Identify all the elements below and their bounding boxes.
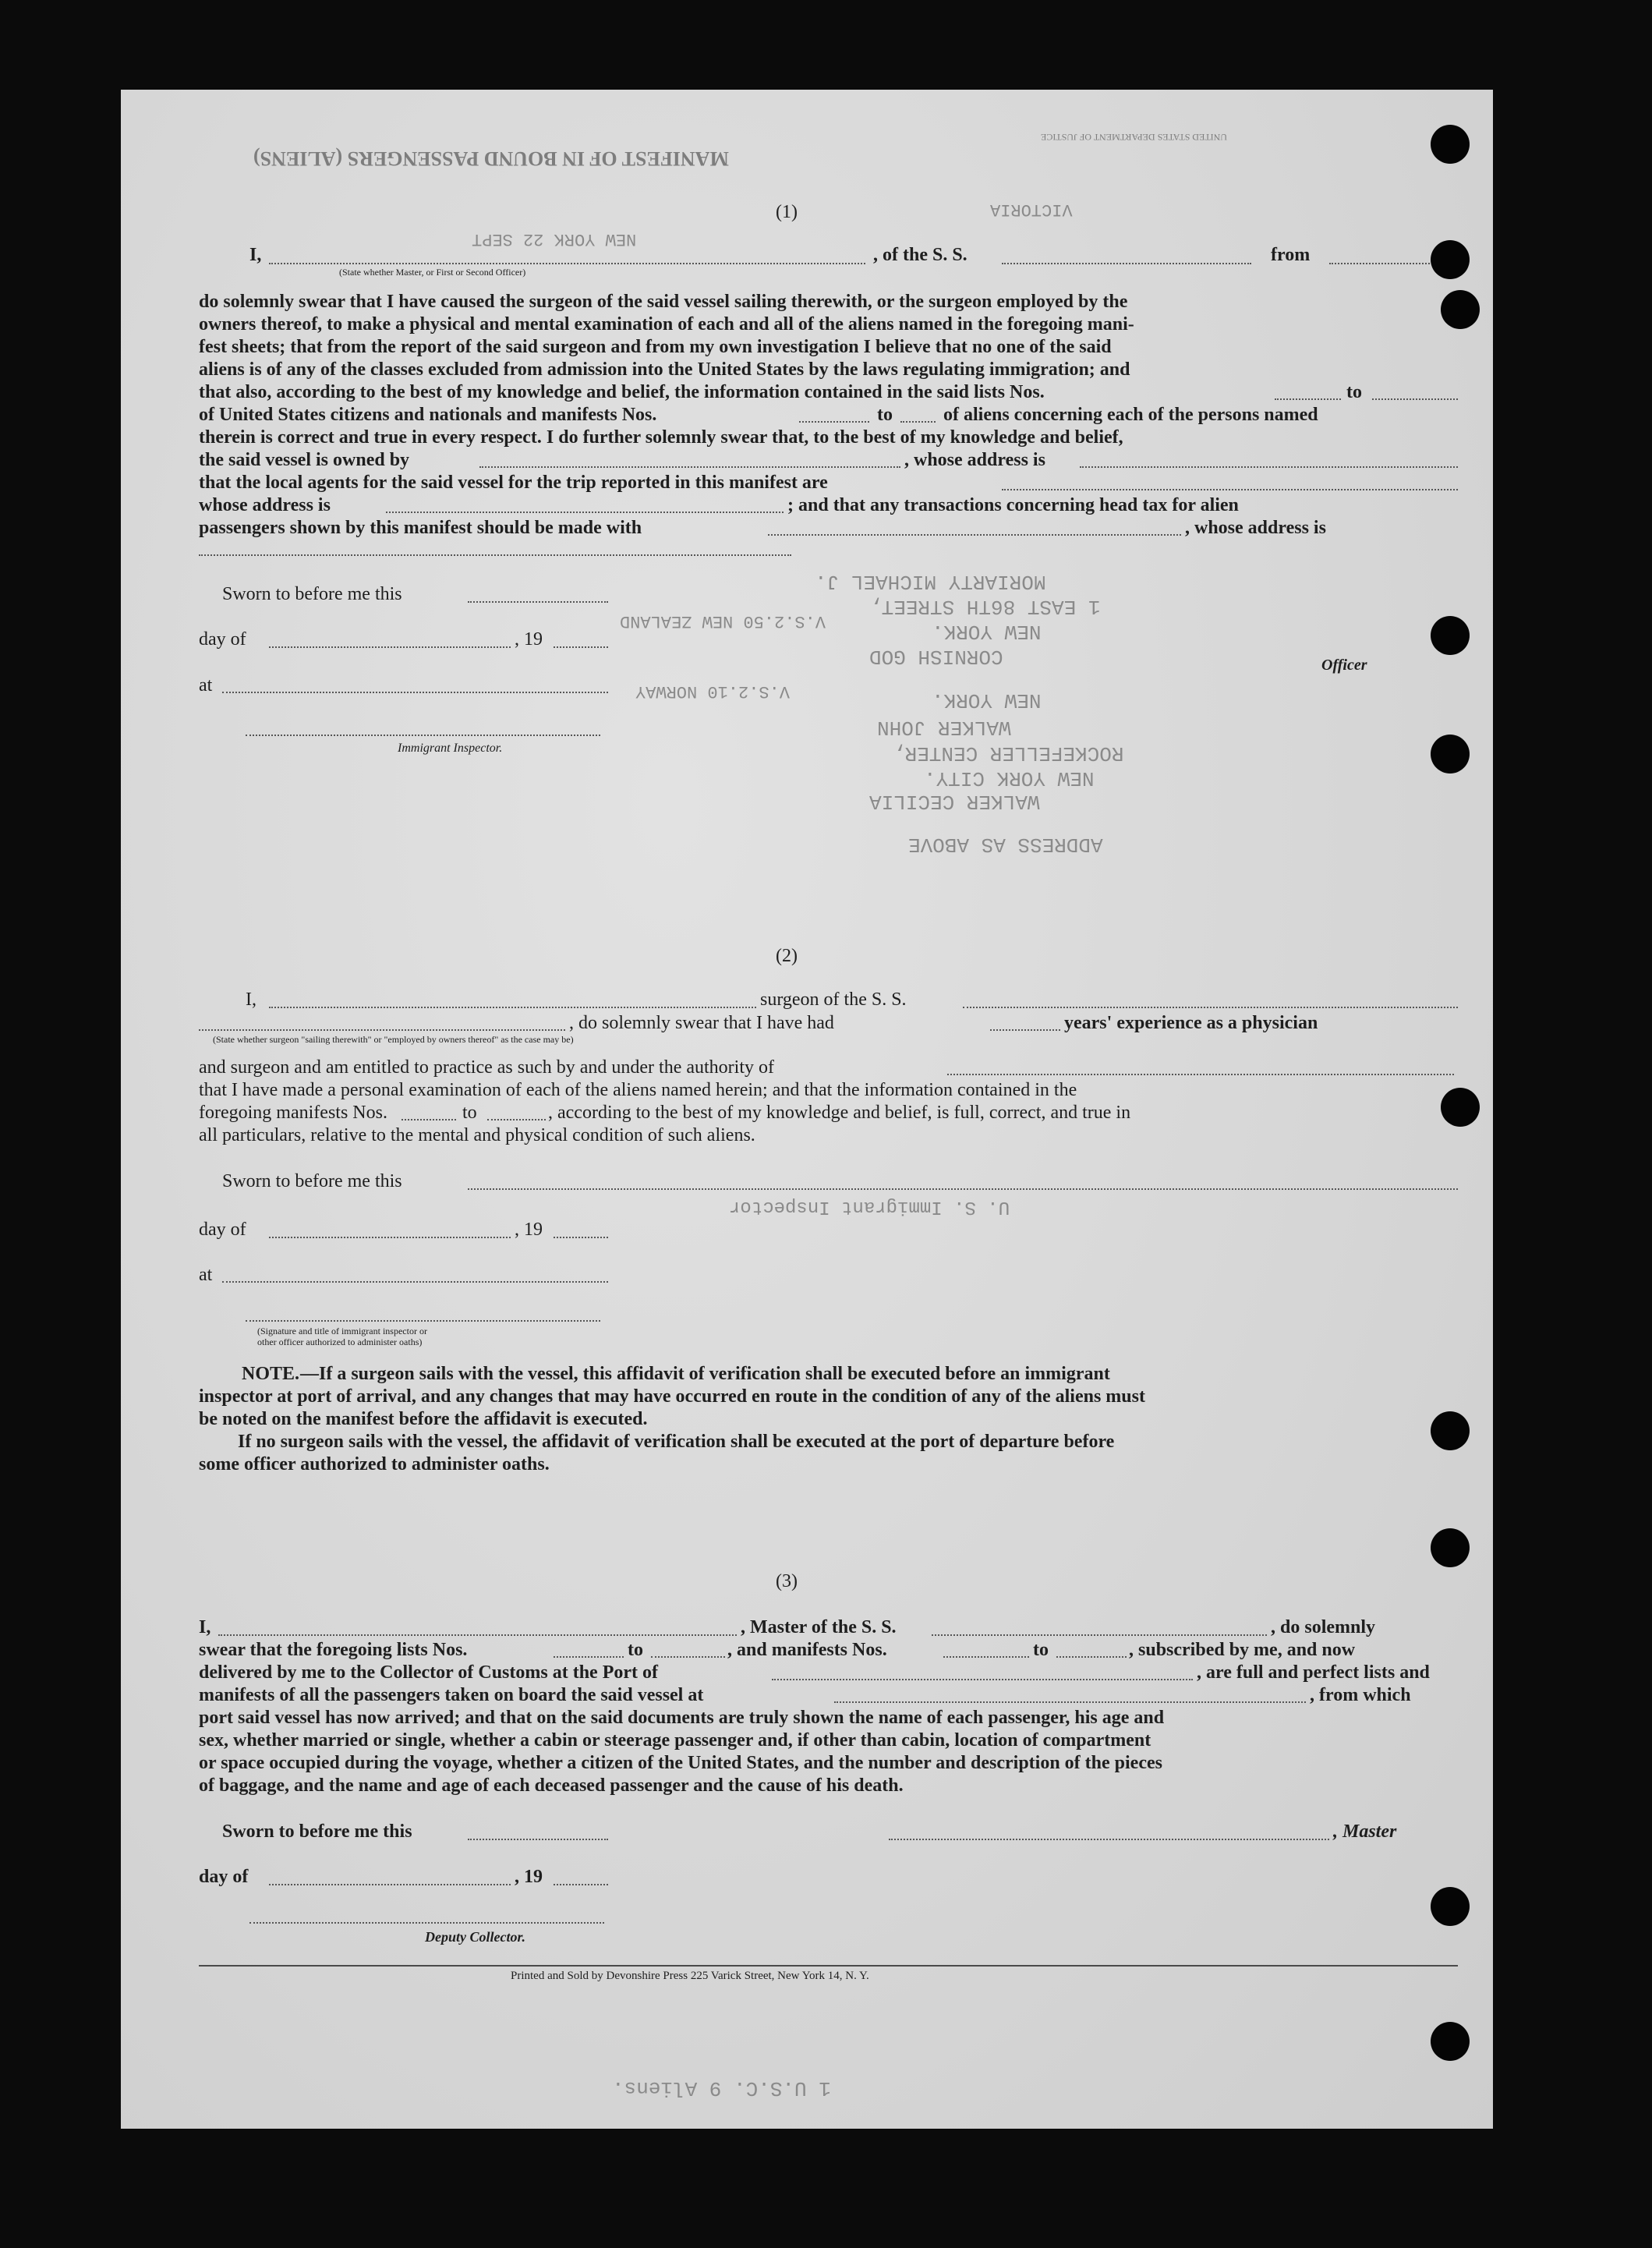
note-line-5: some officer authorized to administer oaths. (199, 1454, 550, 1474)
ghost-date: NEW YORK 22 SEPT (472, 229, 637, 249)
s1-sworn-label: Sworn to before me this (222, 584, 402, 604)
s3-line-2: delivered by me to the Collector of Customs at the Port of (199, 1662, 658, 1683)
s1-text-line-11b: , whose address is (1185, 518, 1326, 538)
s2-surgeon-label: surgeon of the S. S. (760, 989, 907, 1010)
s3-line-3b: , from which (1310, 1685, 1411, 1705)
s3-embark-line (834, 1701, 1306, 1703)
s3-nineteen: , 19 (515, 1867, 543, 1887)
s1-sworn-line (468, 601, 608, 603)
note-line-3: be noted on the manifest before the affidavit is executed. (199, 1409, 648, 1429)
bleed-line-12: V.S.2.10 NORWAY (635, 681, 791, 701)
punch-hole (1431, 616, 1470, 655)
s2-ship-line (963, 1007, 1458, 1008)
s1-manifest-from-line (799, 421, 869, 423)
bleed-line-1: MORIARTY MICHAEL J. (815, 570, 1046, 593)
s3-port-line (772, 1679, 1193, 1680)
bleed-line-10: ADDRESS AS ABOVE (908, 833, 1103, 856)
s2-surgeon-name-line (269, 1007, 756, 1008)
s2-authority-line (947, 1074, 1454, 1075)
bleed-line-2: 1 EAST 86TH STREET, (869, 595, 1101, 618)
s3-year-line (554, 1884, 608, 1885)
bleed-line-13: U. S. Immigrant Inspector (729, 1196, 1010, 1217)
s1-text-line-8b: , whose address is (904, 450, 1045, 470)
s3-line-7: of baggage, and the name and age of each deceased passenger and the cause of his death. (199, 1775, 904, 1796)
s1-agents-address-line (386, 512, 784, 513)
bleed-line-6: WALKER JOHN (877, 716, 1011, 739)
s1-text-line-11: passengers shown by this manifest should be made with (199, 518, 642, 538)
s3-master-sig: , Master (1333, 1821, 1397, 1842)
bleed-line-3: NEW YORK. (932, 620, 1042, 643)
bleed-line-11: V.S.2.50 NEW ZEALAND (620, 611, 826, 631)
s3-manifests-to-line (1056, 1656, 1127, 1658)
s1-ss-label: , of the S. S. (873, 245, 967, 265)
note-line-1: —If a surgeon sails with the vessel, this affidavit of verification shall be executed before an immigrant (300, 1364, 1110, 1384)
s2-sig-line (246, 1320, 600, 1322)
s3-solemnly: , do solemnly (1271, 1617, 1376, 1637)
s1-owner-line (479, 466, 900, 468)
bleed-line-7: ROCKEFELLER CENTER, (893, 742, 1124, 765)
s3-line-6: or space occupied during the voyage, whether a citizen of the United States, and the number and description of the pieces (199, 1753, 1162, 1773)
s3-line-2b: , are full and perfect lists and (1197, 1662, 1430, 1683)
s1-ship-line (1002, 263, 1251, 264)
s2-line-2: that I have made a personal examination of each of the aliens named herein; and that the information contained in the (199, 1080, 1077, 1100)
s1-i-label: I, (249, 245, 262, 265)
s1-inspector-sig-line (246, 735, 600, 736)
note-line-4: If no surgeon sails with the vessel, the affidavit of verification shall be executed at the port of departure before (238, 1432, 1115, 1452)
printer-credit: Printed and Sold by Devonshire Press 225 Varick Street, New York 14, N. Y. (511, 1970, 869, 1982)
s2-sig-caption-1: (Signature and title of immigrant inspector or (257, 1326, 427, 1336)
s1-year-line (554, 646, 608, 648)
s2-swear: , do solemnly swear that I have had (569, 1013, 834, 1033)
s2-sworn-line (468, 1188, 1458, 1190)
section-1-number: (1) (776, 202, 798, 222)
ghost-vessel: VICTORIA (990, 200, 1073, 219)
s1-text-line-5b: to (1346, 382, 1362, 402)
s1-text-line-7: therein is correct and true in every respect. I do further solemnly swear that, to the best of my knowledge and belief, (199, 427, 1123, 448)
punch-hole (1431, 240, 1470, 279)
s2-caption: (State whether surgeon "sailing therewith" or "employed by owners thereof" as the case may be) (213, 1034, 574, 1045)
s1-list-to-line (1372, 398, 1458, 400)
s2-sworn-label: Sworn to before me this (222, 1171, 402, 1191)
s1-inspector-caption: Immigrant Inspector. (398, 742, 503, 755)
punch-hole (1431, 1528, 1470, 1567)
s3-line-3: manifests of all the passengers taken on board the said vessel at (199, 1685, 704, 1705)
s2-line-3c: , according to the best of my knowledge and belief, is full, correct, and true in (548, 1103, 1131, 1123)
s1-at-line (222, 692, 608, 693)
s3-line-1b: to (628, 1640, 643, 1660)
s3-sworn-line (468, 1839, 608, 1840)
bleed-line-9: WALKER CECILIA (869, 790, 1040, 813)
s1-officer-caption: (State whether Master, or First or Second Officer) (339, 267, 526, 278)
s2-years-line (990, 1029, 1060, 1031)
s3-sworn-label: Sworn to before me this (222, 1821, 412, 1842)
s3-deputy-label: Deputy Collector. (425, 1929, 525, 1945)
s2-nos-from-line (402, 1119, 456, 1120)
s3-deputy-sig-line (249, 1922, 604, 1924)
section-2-number: (2) (776, 946, 798, 966)
s2-line-3b: to (462, 1103, 477, 1123)
s2-line-3: foregoing manifests Nos. (199, 1103, 387, 1123)
s1-owner-address-line (1080, 466, 1458, 468)
s2-year-line (554, 1237, 608, 1238)
s3-line-4: port said vessel has now arrived; and that on the said documents are truly shown the name of each passenger, his age and (199, 1708, 1165, 1728)
s3-line-5: sex, whether married or single, whether a cabin or steerage passenger and, if other than cabin, location of compartment (199, 1730, 1151, 1751)
s1-text-line-9: that the local agents for the said vessel for the trip reported in this manifest are (199, 473, 828, 493)
s2-dayof-line (269, 1237, 511, 1238)
s3-line-1c: , and manifests Nos. (727, 1640, 887, 1660)
s1-continuation-line (199, 554, 791, 556)
s2-line-4: all particulars, relative to the mental and physical condition of such aliens. (199, 1125, 755, 1145)
s1-agents-line (1002, 489, 1458, 490)
section-3-number: (3) (776, 1571, 798, 1591)
s1-text-line-2: owners thereof, to make a physical and mental examination of each and all of the aliens named in the foregoing mani- (199, 314, 1134, 335)
s2-nos-to-line (487, 1119, 546, 1120)
punch-hole (1441, 1088, 1480, 1127)
s1-text-line-6c: of aliens concerning each of the persons named (943, 405, 1318, 425)
s2-at-line (222, 1281, 608, 1283)
s3-master-name-line (218, 1634, 737, 1636)
note-label: NOTE. (242, 1364, 300, 1384)
s1-at-label: at (199, 675, 213, 696)
s3-master-label: , Master of the S. S. (741, 1617, 897, 1637)
s1-from-label: from (1271, 245, 1311, 265)
s1-text-line-6: of United States citizens and nationals and manifests Nos. (199, 405, 657, 425)
s3-dayof-label: day of (199, 1867, 249, 1887)
s1-text-line-10b: ; and that any transactions concerning head tax for alien (787, 495, 1239, 515)
s1-text-line-8: the said vessel is owned by (199, 450, 410, 470)
s3-line-1: swear that the foregoing lists Nos. (199, 1640, 468, 1660)
s1-officer-name-line (269, 263, 865, 264)
s1-text-line-5: that also, according to the best of my knowledge and belief, the information contained in the said lists Nos. (199, 382, 1045, 402)
s3-lists-from-line (554, 1656, 624, 1658)
punch-hole (1431, 735, 1470, 774)
s2-nineteen: , 19 (515, 1220, 543, 1240)
s3-ship-line (932, 1634, 1267, 1636)
bleed-line-14: 1 U.S.C. 9 Aliens. (612, 2076, 831, 2100)
s2-sig-caption-2: other officer authorized to administer oaths) (257, 1336, 423, 1347)
s2-status-line (199, 1029, 565, 1031)
punch-hole (1431, 2022, 1470, 2061)
bleed-line-5: NEW YORK. (932, 689, 1042, 712)
s2-years: years' experience as a physician (1064, 1013, 1318, 1033)
ghost-department: UNITED STATES DEPARTMENT OF JUSTICE (1041, 132, 1228, 143)
s2-dayof-label: day of (199, 1220, 246, 1240)
s1-text-line-6b: to (877, 405, 893, 425)
s3-lists-to-line (651, 1656, 725, 1658)
s2-line-1: and surgeon and am entitled to practice as such by and under the authority of (199, 1057, 774, 1078)
s3-dayof-line (269, 1884, 511, 1885)
s1-text-line-4: aliens is of any of the classes excluded from admission into the United States by the laws regulating immigration; and (199, 359, 1130, 380)
s2-at-label: at (199, 1265, 213, 1285)
note-line-2: inspector at port of arrival, and any changes that may have occurred en route in the condition of any of the aliens must (199, 1386, 1145, 1407)
s1-nineteen: , 19 (515, 629, 543, 650)
ghost-manifest-title: MANIFEST OF IN BOUND PASSENGERS (ALIENS) (253, 147, 729, 170)
s1-officer-label: Officer (1321, 657, 1367, 674)
s3-line-1e: , subscribed by me, and now (1129, 1640, 1356, 1660)
s2-i-label: I, (246, 989, 256, 1010)
footer-rule (199, 1965, 1458, 1967)
punch-hole (1431, 1887, 1470, 1926)
s3-master-sig-line (889, 1839, 1329, 1840)
s1-manifest-to-line (900, 421, 936, 423)
s1-text-line-3: fest sheets; that from the report of the said surgeon and from my own investigation I believe that no one of the said (199, 337, 1112, 357)
s1-list-from-line (1275, 398, 1341, 400)
s3-manifests-from-line (943, 1656, 1029, 1658)
punch-hole (1431, 125, 1470, 164)
s1-dayof-line (269, 646, 511, 648)
s1-text-line-10: whose address is (199, 495, 331, 515)
document-page (121, 90, 1493, 2129)
punch-hole (1441, 290, 1480, 329)
s1-text-line-1: do solemnly swear that I have caused the surgeon of the said vessel sailing therewith, or the surgeon employed by the (199, 292, 1128, 312)
s1-headtax-line (768, 534, 1181, 536)
bleed-line-8: NEW YORK CITY. (924, 766, 1095, 790)
s3-i-label: I, (199, 1617, 211, 1637)
punch-hole (1431, 1411, 1470, 1450)
s3-line-1d: to (1033, 1640, 1049, 1660)
s1-dayof-label: day of (199, 629, 246, 650)
bleed-line-4: CORNISH GOD (869, 645, 1003, 668)
